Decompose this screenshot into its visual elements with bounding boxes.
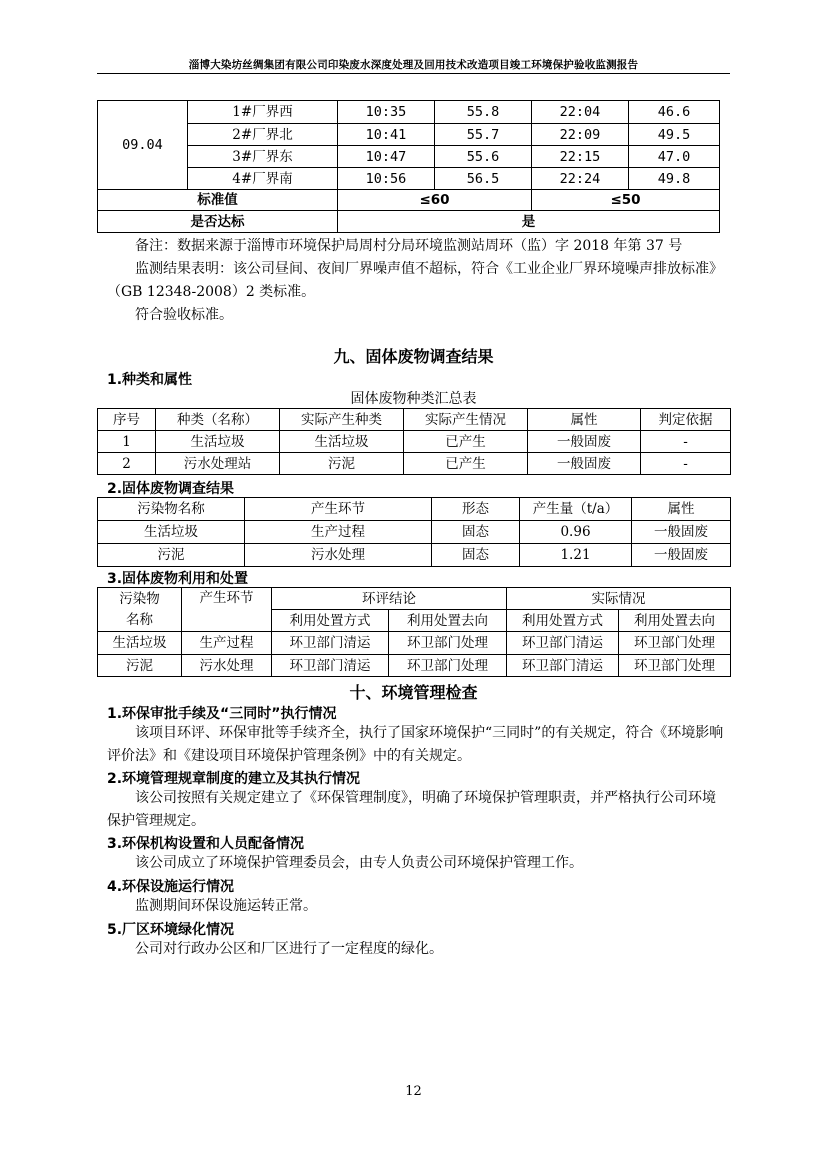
remark-text: 备注：数据来源于淄博市环境保护局周村分局环境监测站周环（监）字 2018 年第 37 号	[135, 238, 683, 254]
col-header: 产生环节	[245, 498, 432, 521]
subsection-title: 3.固体废物利用和处置	[107, 571, 249, 587]
cell: 环卫部门清运	[507, 655, 619, 677]
cell: 环卫部门处理	[389, 632, 507, 655]
header-line: 污染物	[119, 590, 160, 607]
cell: 环卫部门处理	[389, 655, 507, 677]
subsection-text: 监测期间环保设施运转正常。	[135, 898, 317, 914]
noise-night-value: 49.5	[629, 124, 720, 146]
col-header: 污染物名称	[98, 498, 245, 521]
header-divider	[97, 73, 730, 74]
standard-label: 标准值	[98, 190, 338, 211]
conform-text: 符合验收标准。	[135, 307, 233, 323]
cell: 已产生	[404, 431, 528, 453]
noise-day-time: 10:35	[338, 101, 435, 124]
waste-survey-table	[97, 497, 731, 567]
col-header: 形态	[432, 498, 520, 521]
col-header: 利用处置去向	[619, 610, 731, 632]
cell: 环卫部门清运	[272, 655, 389, 677]
col-header: 环评结论	[272, 588, 507, 610]
noise-point: 3#厂界东	[188, 146, 338, 168]
col-header: 实际产生种类	[280, 409, 404, 431]
report-header: 淄博大染坊丝绸集团有限公司印染废水深度处理及回用技术改造项目竣工环境保护验收监测报告	[188, 59, 639, 71]
standard-night: ≤50	[532, 190, 720, 211]
cell: 污水处理	[182, 655, 272, 677]
col-header: 产生量（t/a）	[520, 498, 632, 521]
page-number: 12	[405, 1084, 422, 1099]
cell: 污水处理	[245, 544, 432, 567]
noise-day-time: 10:47	[338, 146, 435, 168]
compliance-label: 是否达标	[98, 211, 338, 233]
subsection-title: 4.环保设施运行情况	[107, 879, 235, 895]
cell: 生活垃圾	[280, 431, 404, 453]
noise-day-value: 55.8	[435, 101, 532, 124]
subsection-title: 1.种类和属性	[107, 372, 193, 388]
cell: 污泥	[98, 655, 182, 677]
cell: 生活垃圾	[156, 431, 280, 453]
col-header: 种类（名称）	[156, 409, 280, 431]
compliance-value: 是	[338, 211, 720, 233]
col-header: 利用处置方式	[507, 610, 619, 632]
subsection-text: 该项目环评、环保审批等手续齐全，执行了国家环境保护“三同时”的有关规定，符合《环境影响评价法》和《建设项目环境保护管理条例》中的有关规定。	[107, 725, 724, 764]
noise-day-value: 55.6	[435, 146, 532, 168]
table-caption: 固体废物种类汇总表	[350, 391, 477, 407]
noise-night-time: 22:24	[532, 168, 629, 190]
cell: 污泥	[280, 453, 404, 475]
cell: 环卫部门清运	[272, 632, 389, 655]
cell: 生产过程	[245, 521, 432, 544]
noise-night-value: 46.6	[629, 101, 720, 124]
noise-night-value: 47.0	[629, 146, 720, 168]
cell: 固态	[432, 544, 520, 567]
subsection-text: 该公司成立了环境保护管理委员会，由专人负责公司环境保护管理工作。	[135, 855, 583, 871]
col-header: 属性	[528, 409, 641, 431]
noise-night-time: 22:15	[532, 146, 629, 168]
cell: 生活垃圾	[98, 521, 245, 544]
cell: 一般固废	[632, 544, 731, 567]
waste-type-table	[97, 408, 731, 475]
cell: 环卫部门处理	[619, 632, 731, 655]
noise-day-time: 10:41	[338, 124, 435, 146]
section-10-title: 十、环境管理检查	[349, 683, 478, 702]
cell: 固态	[432, 521, 520, 544]
noise-point: 1#厂界西	[188, 101, 338, 124]
subsection-title: 5.厂区环境绿化情况	[107, 922, 235, 938]
noise-table	[97, 100, 720, 233]
header-line: 名称	[126, 611, 153, 628]
cell: -	[641, 431, 731, 453]
col-header: 产生环节	[182, 588, 272, 632]
cell: 环卫部门处理	[619, 655, 731, 677]
result-text: 监测结果表明：该公司昼间、夜间厂界噪声值不超标，符合《工业企业厂界环境噪声排放标准》（GB 12348-2008）2 类标准。	[107, 261, 723, 300]
cell: 1	[98, 431, 156, 453]
noise-date: 09.04	[98, 101, 188, 190]
col-header: 属性	[632, 498, 731, 521]
cell: 0.96	[520, 521, 632, 544]
subsection-text: 公司对行政办公区和厂区进行了一定程度的绿化。	[135, 941, 443, 957]
cell: -	[641, 453, 731, 475]
noise-day-value: 56.5	[435, 168, 532, 190]
noise-day-time: 10:56	[338, 168, 435, 190]
cell: 环卫部门清运	[507, 632, 619, 655]
waste-disposal-table	[97, 587, 731, 677]
cell: 2	[98, 453, 156, 475]
col-header-pollutant	[98, 588, 182, 632]
col-header: 序号	[98, 409, 156, 431]
subsection-text: 该公司按照有关规定建立了《环保管理制度》，明确了环境保护管理职责，并严格执行公司环境保护管理规定。	[107, 790, 716, 829]
cell: 一般固废	[632, 521, 731, 544]
section-9-title: 九、固体废物调查结果	[333, 347, 494, 366]
noise-night-time: 22:09	[532, 124, 629, 146]
cell: 1.21	[520, 544, 632, 567]
cell: 一般固废	[528, 431, 641, 453]
cell: 生产过程	[182, 632, 272, 655]
noise-point: 2#厂界北	[188, 124, 338, 146]
subsection-title: 1.环保审批手续及“三同时”执行情况	[107, 706, 337, 722]
noise-night-value: 49.8	[629, 168, 720, 190]
col-header: 实际情况	[507, 588, 731, 610]
col-header: 利用处置去向	[389, 610, 507, 632]
standard-day: ≤60	[338, 190, 532, 211]
col-header: 实际产生情况	[404, 409, 528, 431]
noise-night-time: 22:04	[532, 101, 629, 124]
col-header: 判定依据	[641, 409, 731, 431]
cell: 已产生	[404, 453, 528, 475]
cell: 污水处理站	[156, 453, 280, 475]
cell: 一般固废	[528, 453, 641, 475]
noise-point: 4#厂界南	[188, 168, 338, 190]
col-header: 利用处置方式	[272, 610, 389, 632]
noise-day-value: 55.7	[435, 124, 532, 146]
subsection-title: 3.环保机构设置和人员配备情况	[107, 836, 305, 852]
cell: 污泥	[98, 544, 245, 567]
subsection-title: 2.环境管理规章制度的建立及其执行情况	[107, 771, 361, 787]
cell: 生活垃圾	[98, 632, 182, 655]
subsection-title: 2.固体废物调查结果	[107, 481, 235, 497]
